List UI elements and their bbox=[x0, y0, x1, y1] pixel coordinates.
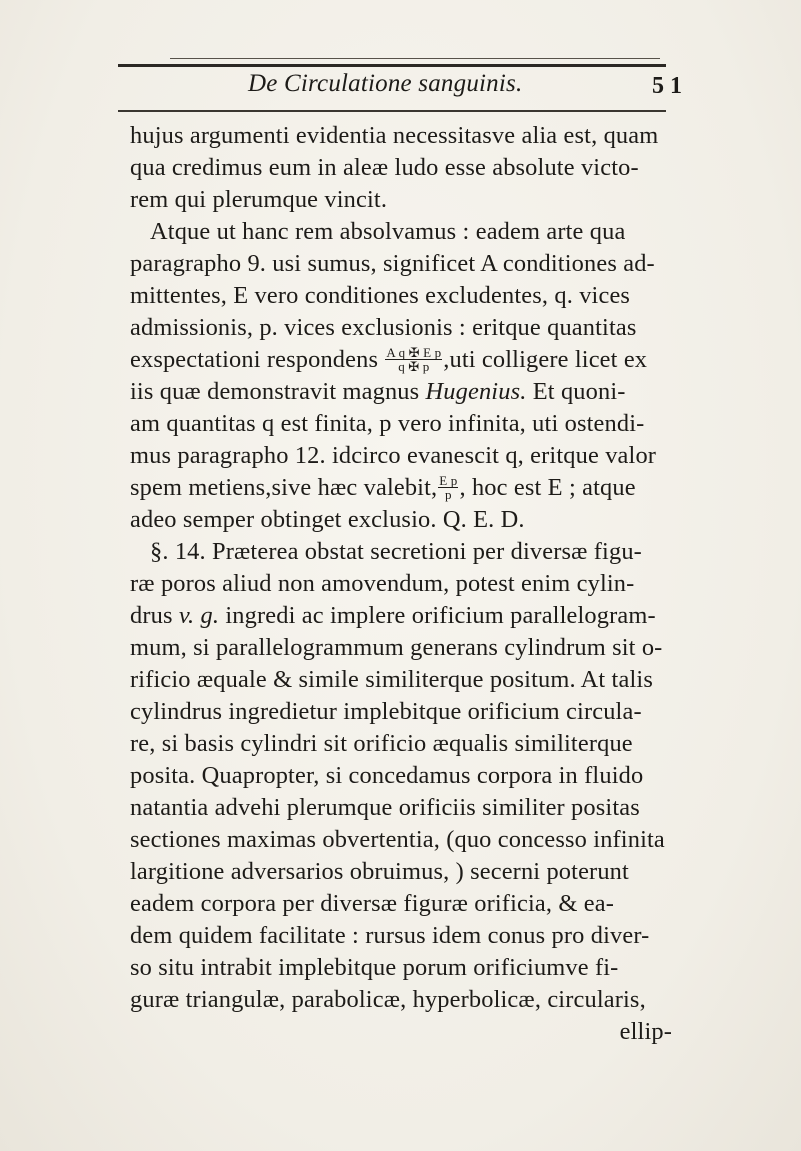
abbreviation: v. g. bbox=[178, 602, 220, 629]
fraction-numerator: E p bbox=[439, 472, 458, 488]
body-text bbox=[130, 120, 680, 1048]
header-underline bbox=[118, 110, 666, 112]
text-line-with-fraction bbox=[130, 472, 680, 504]
text-line: natantia advehi plerumque orificiis similiter positas bbox=[130, 794, 640, 821]
text-line: ræ poros aliud non amovendum, potest enim cylin- bbox=[130, 570, 635, 597]
text-line: sectiones maximas obvertentia, (quo concesso infinita bbox=[130, 826, 665, 853]
text-line: rem qui plerumque vincit. bbox=[130, 186, 388, 213]
text-segment: , hoc est E ; atque bbox=[459, 474, 636, 501]
text-line: am quantitas q est finita, p vero infinita, uti ostendi- bbox=[130, 410, 645, 437]
text-line: re, si basis cylindri sit orificio æqualis similiterque bbox=[130, 730, 633, 757]
text-line: adeo semper obtinget exclusio. Q. E. D. bbox=[130, 506, 525, 533]
text-line: Atque ut hanc rem absolvamus : eadem arte qua bbox=[150, 218, 626, 245]
text-segment: spem metiens,sive hæc valebit, bbox=[130, 474, 438, 501]
page-number: 5 1 bbox=[652, 73, 682, 99]
fraction-numerator: A q ✠ E p bbox=[386, 344, 442, 360]
text-line bbox=[130, 376, 680, 408]
text-line: mittentes, E vero conditiones excludentes, q. vices bbox=[130, 282, 631, 309]
header-rule-thick bbox=[118, 64, 666, 67]
text-line: so situ intrabit implebitque porum orificiumve fi- bbox=[130, 954, 619, 981]
text-segment: exspectationi respondens bbox=[130, 346, 379, 373]
text-line: mus paragrapho 12. idcirco evanescit q, eritque valor bbox=[130, 442, 657, 469]
fraction-denominator: p bbox=[445, 486, 452, 502]
text-line: guræ triangulæ, parabolicæ, hyperbolicæ, circularis, bbox=[130, 986, 646, 1013]
text-line: §. 14. Præterea obstat secretioni per diversæ figu- bbox=[150, 538, 642, 565]
text-line: eadem corpora per diversæ figuræ orificia, & ea- bbox=[130, 890, 614, 917]
text-line: posita. Quapropter, si concedamus corpora in fluido bbox=[130, 762, 644, 789]
text-line: dem quidem facilitate : rursus idem conus pro diver- bbox=[130, 922, 650, 949]
header-rule-thin bbox=[170, 58, 660, 59]
text-segment: ingredi ac implere orificium parallelogram- bbox=[225, 602, 656, 629]
running-title: De Circulatione sanguinis. bbox=[248, 70, 523, 97]
text-line bbox=[130, 600, 680, 632]
text-segment: drus bbox=[130, 602, 173, 629]
text-line: rificio æquale & simile similiterque positum. At talis bbox=[130, 666, 653, 693]
text-line: paragrapho 9. usi sumus, significet A conditiones ad- bbox=[130, 250, 655, 277]
text-line-with-fraction bbox=[130, 344, 680, 376]
text-segment: ,uti colligere licet ex bbox=[443, 346, 648, 373]
author-name: Hugenius. bbox=[425, 378, 527, 405]
text-line: qua credimus eum in aleæ ludo esse absolute victo- bbox=[130, 154, 639, 181]
text-line: cylindrus ingredietur implebitque orificium circula- bbox=[130, 698, 642, 725]
fraction-expectation bbox=[385, 346, 442, 373]
fraction-denominator: q ✠ p bbox=[398, 358, 430, 374]
text-line: hujus argumenti evidentia necessitasve alia est, quam bbox=[130, 122, 659, 149]
text-line: mum, si parallelogrammum generans cylindrum sit o- bbox=[130, 634, 663, 661]
text-segment: Et quoni- bbox=[532, 378, 626, 405]
fraction-value bbox=[438, 474, 458, 501]
text-line: largitione adversarios obruimus, ) secerni poterunt bbox=[130, 858, 629, 885]
catchword: ellip- bbox=[619, 1018, 672, 1045]
text-segment: iis quæ demonstravit magnus bbox=[130, 378, 420, 405]
text-line: admissionis, p. vices exclusionis : eritque quantitas bbox=[130, 314, 637, 341]
